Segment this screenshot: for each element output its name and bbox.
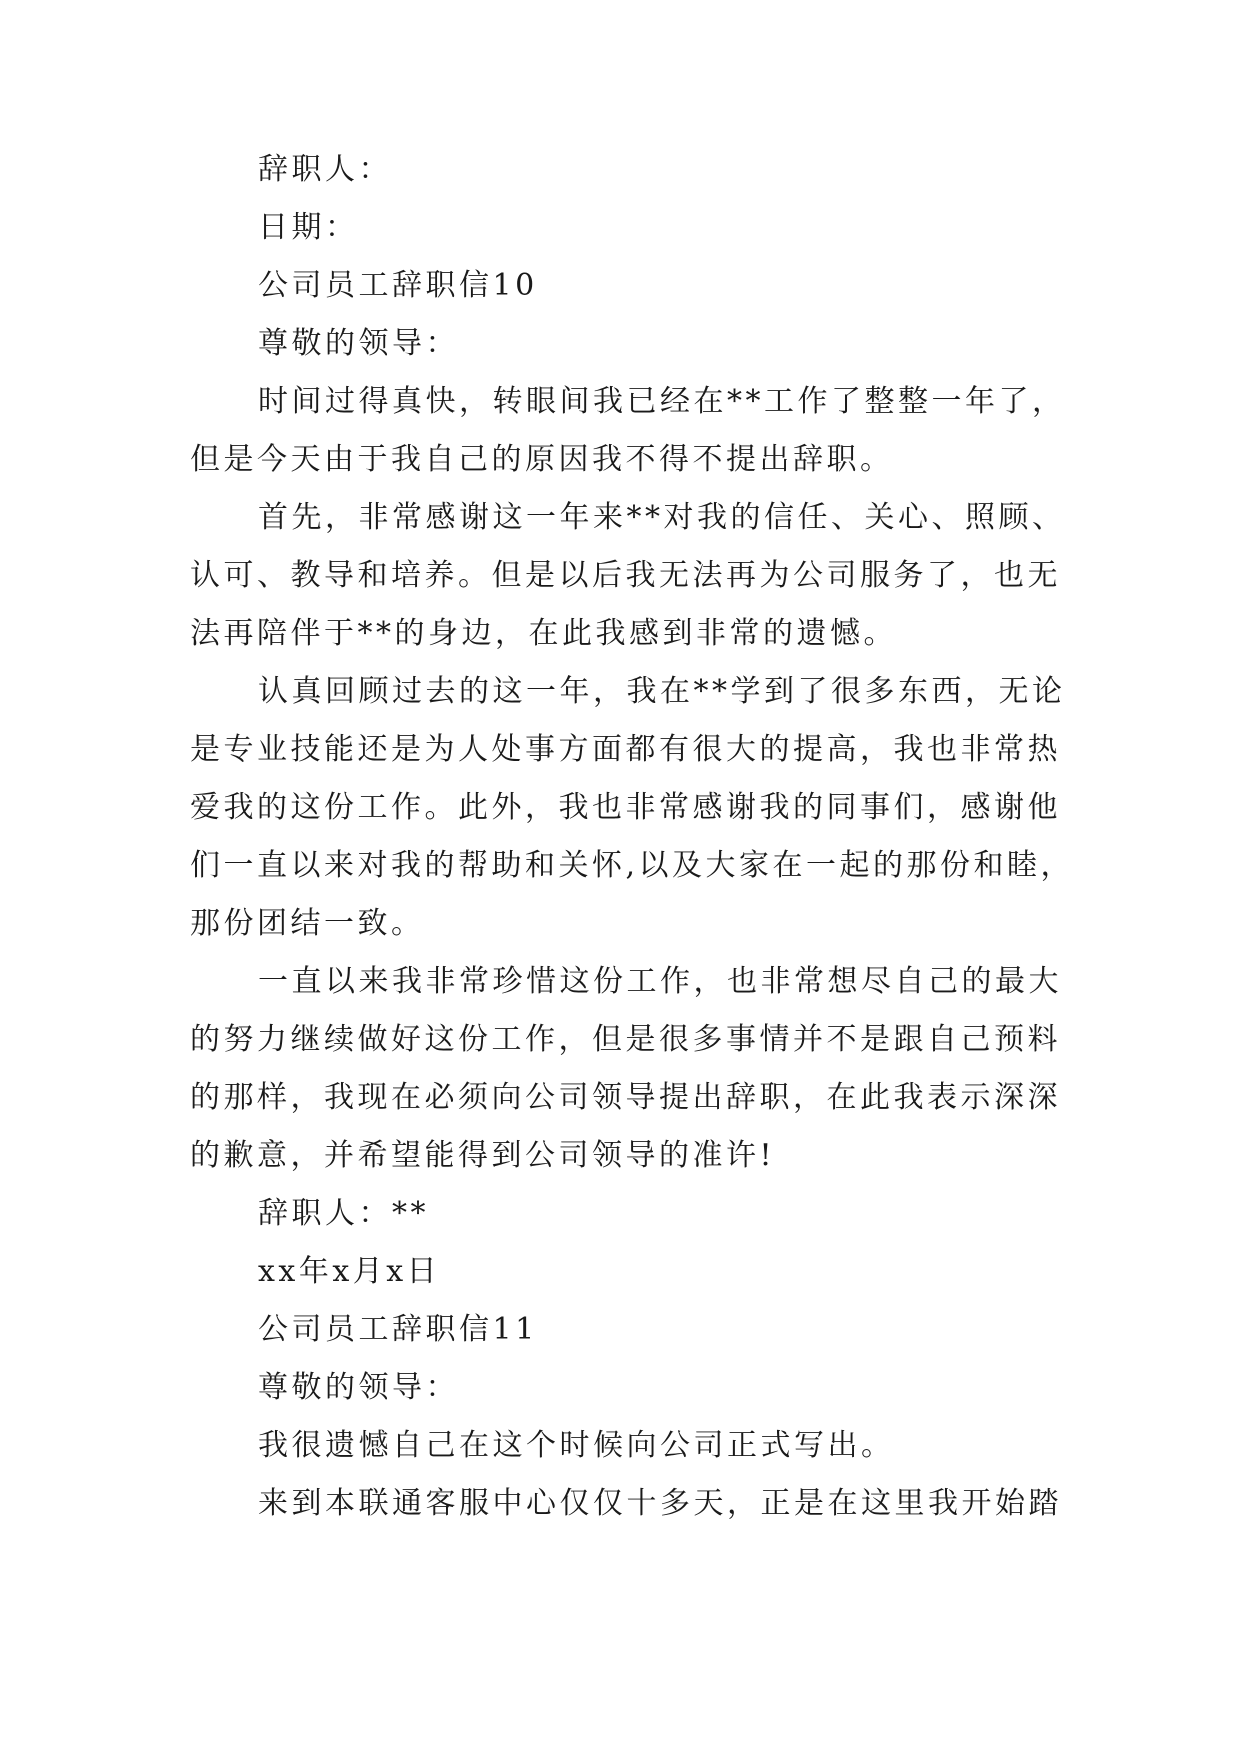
salutation: 尊敬的领导：: [258, 326, 459, 361]
paragraph-line: 认真回顾过去的这一年，我在**学到了很多东西，无论: [258, 674, 1066, 709]
letter-title: 公司员工辞职信11: [258, 1312, 538, 1347]
paragraph-line: 认可、教导和培养。但是以后我无法再为公司服务了，也无: [190, 558, 1061, 593]
paragraph-line: 来到本联通客服中心仅仅十多天，正是在这里我开始踏: [258, 1486, 1062, 1521]
date-label: 日期：: [258, 210, 359, 245]
paragraph-line: 法再陪伴于**的身边，在此我感到非常的遗憾。: [190, 616, 897, 651]
paragraph-line: 一直以来我非常珍惜这份工作，也非常想尽自己的最大: [258, 964, 1062, 999]
paragraph-line: 的努力继续做好这份工作，但是很多事情并不是跟自己预料: [190, 1022, 1061, 1057]
paragraph-line: 的歉意，并希望能得到公司领导的准许!: [190, 1138, 776, 1173]
paragraph-line: 但是今天由于我自己的原因我不得不提出辞职。: [190, 442, 894, 477]
paragraph-line: 时间过得真快，转眼间我已经在**工作了整整一年了，: [258, 384, 1066, 419]
paragraph-line: 是专业技能还是为人处事方面都有很大的提高，我也非常热: [190, 732, 1061, 767]
signer-label: 辞职人：: [258, 152, 392, 187]
letter-title: 公司员工辞职信10: [258, 268, 538, 303]
paragraph-line: 们一直以来对我的帮助和关怀,以及大家在一起的那份和睦，: [190, 848, 1075, 883]
date-line: xx年x月x日: [258, 1254, 441, 1289]
salutation: 尊敬的领导：: [258, 1370, 459, 1405]
paragraph-line: 的那样，我现在必须向公司领导提出辞职，在此我表示深深: [190, 1080, 1061, 1115]
paragraph-line: 爱我的这份工作。此外，我也非常感谢我的同事们，感谢他: [190, 790, 1061, 825]
paragraph-line: 我很遗憾自己在这个时候向公司正式写出。: [258, 1428, 895, 1463]
signer-line: 辞职人：**: [258, 1196, 429, 1231]
paragraph-line: 首先，非常感谢这一年来**对我的信任、关心、照顾、: [258, 500, 1066, 535]
paragraph-line: 那份团结一致。: [190, 906, 425, 941]
